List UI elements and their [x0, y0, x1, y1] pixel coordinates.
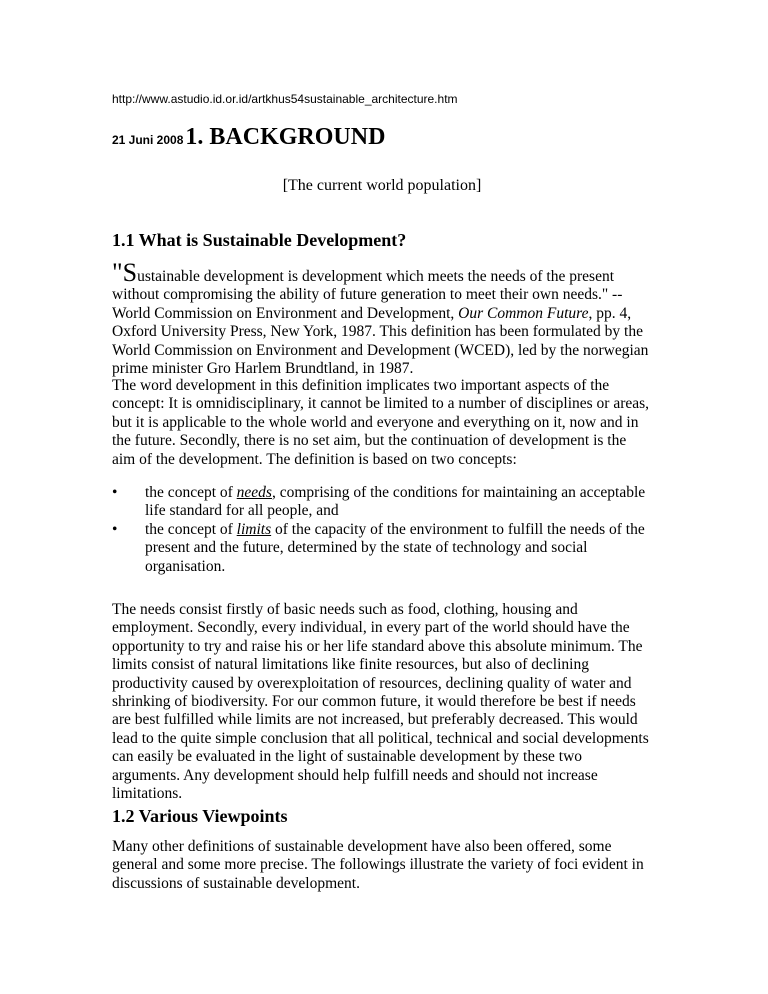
opening-quote: " — [112, 258, 123, 287]
list-item-limits — [112, 521, 652, 576]
bullet-icon: • — [112, 484, 118, 501]
dateline — [112, 124, 385, 151]
list-item-needs — [112, 484, 652, 521]
drop-cap-letter: S — [122, 258, 138, 287]
book-title: Our Common Future — [458, 304, 589, 322]
list-item-text: the concept of — [145, 520, 237, 538]
definition-paragraph — [112, 258, 652, 378]
section-heading-1-2: 1.2 Various Viewpoints — [112, 806, 288, 826]
needs-limits-paragraph: The needs consist firstly of basic needs such as food, clothing, housing and employment. Secondly, every individual, in every part of the world should have the opportunity to try and raise his or her life standard above this absolute minimum. The limits consist of natural limitations like finite resources, but also of declining productivity caused by overexploitation of resources, declining quality of water and shrinking of biodiversity. For our common future, it would therefore be best if needs are best fulfilled while limits are not increased, but preferably decreased. This would lead to the quite simple conclusion that all political, technical and social developments can easily be evaluated in the light of sustainable development by these two arguments. Any development should help fulfill needs and should not increase limitations. — [112, 601, 649, 803]
list-item-text: the concept of — [145, 484, 237, 501]
bullet-icon: • — [112, 520, 118, 538]
concepts-list — [112, 484, 652, 576]
definition-text: ustainable development is development which meets the needs of the present without compromising the ability of future generation to meet their own needs." -- World Commission on Environment and Development, — [112, 268, 623, 322]
source-url: http://www.astudio.id.or.id/artkhus54sustainable_architecture.htm — [112, 92, 458, 106]
publication-date: 21 Juni 2008 — [112, 133, 184, 147]
page-title: 1. BACKGROUND — [185, 124, 386, 150]
development-paragraph: The word development in this definition implicates two important aspects of the concept: It is omnidisciplinary, it cannot be limited to a number of disciplines or areas, but it is applicable to the whole world and everyone and everything on it, now and in the future. Secondly, there is no set aim, but the continuation of development is the aim of the development. The definition is based on two concepts: — [112, 377, 650, 468]
section-heading-1-1: 1.1 What is Sustainable Development? — [112, 230, 407, 250]
image-caption: [The current world population] — [282, 177, 482, 194]
limits-term: limits — [236, 520, 272, 538]
needs-term: needs — [236, 484, 272, 501]
list-item-text: , comprising of the conditions for maintaining an acceptable life standard for all people, and — [145, 484, 646, 520]
definition-text-continued: , pp. 4, Oxford University Press, New York, 1987. This definition has been formulated by the World Commission on Environment and Development (WCED), led by the norwegian prime minister Gro Harlem Brundtland, in 1987. — [112, 304, 649, 378]
viewpoints-paragraph: Many other definitions of sustainable development have also been offered, some general and some more precise. The followings illustrate the variety of foci evident in discussions of sustainable development. — [112, 838, 644, 892]
list-item-text: of the capacity of the environment to fulfill the needs of the present and the future, determined by the state of technology and social organisation. — [145, 520, 645, 575]
